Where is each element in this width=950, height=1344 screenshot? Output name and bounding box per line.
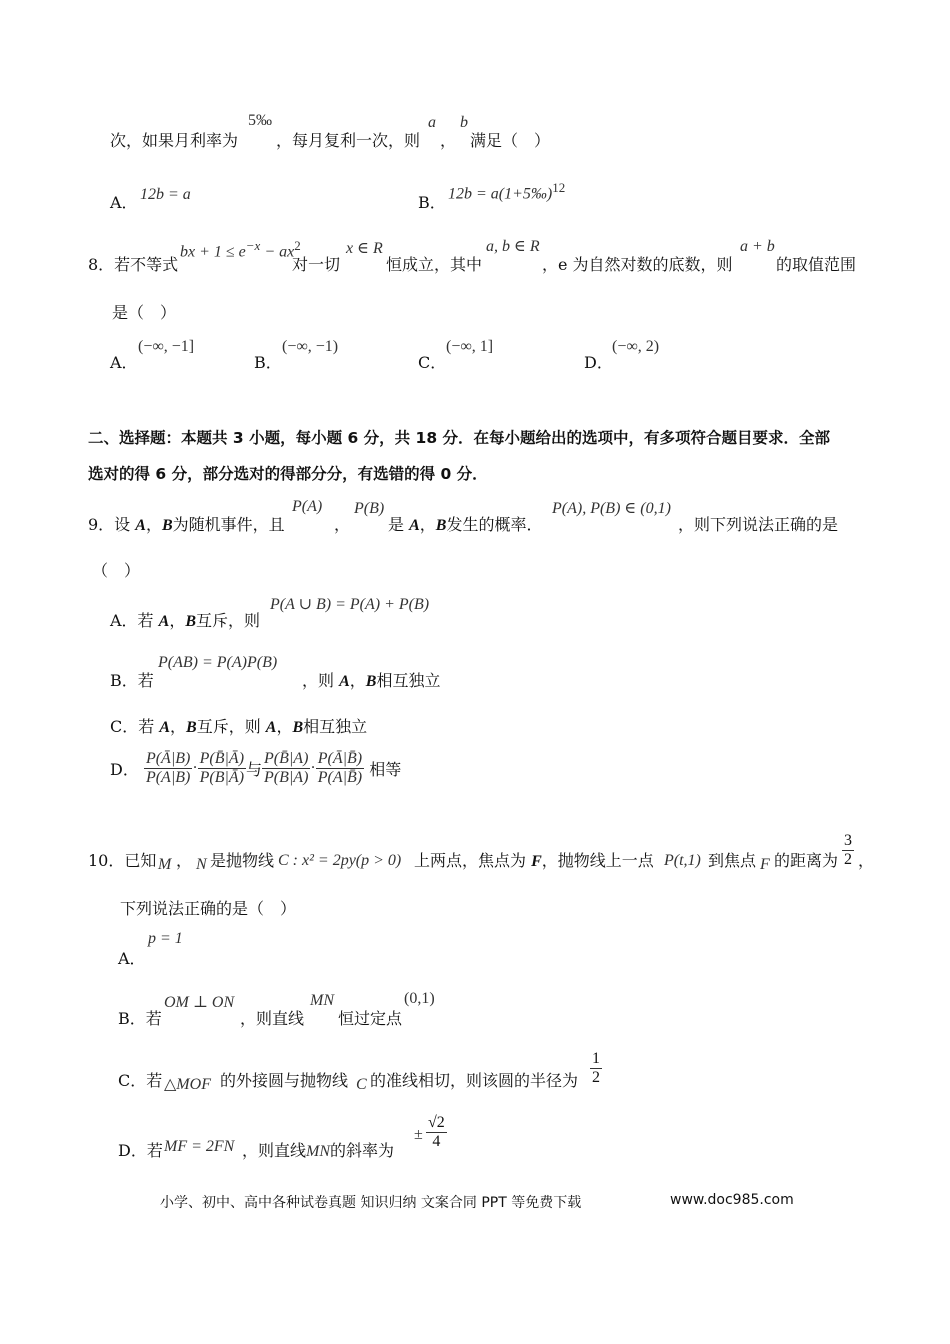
q10-optA-expr: p = 1 xyxy=(148,930,183,947)
q7-optA-label: A． xyxy=(110,193,138,212)
q10-line2: 下列说法正确的是（ ） xyxy=(120,899,297,918)
footer-url[interactable]: www.doc985.com xyxy=(670,1192,794,1208)
q10-optB-pt: (0,1) xyxy=(404,990,435,1007)
q8-optB: (−∞, −1) xyxy=(282,338,339,355)
q10-t5: 的距离为 xyxy=(774,851,839,870)
q9-line2: （ ） xyxy=(92,561,141,580)
q9-line1: 9．设 A，B为随机事件，且 xyxy=(88,515,285,534)
q9-optB-expr: P(AB) = P(A)P(B) xyxy=(158,654,278,671)
q9-optC: C．若 A，B互斥，则 A，B相互独立 xyxy=(110,717,368,736)
q10-optC-label: C．若 xyxy=(118,1071,163,1090)
q8-sum: a + b xyxy=(740,238,775,255)
q8-ineq: bx + $1 \le e^{-x} - ax^2$ xyxy=(180,238,301,261)
q9-optA: A．若 A，B互斥，则 xyxy=(110,611,261,630)
section2-line2: 选对的得 6 分，部分选对的得部分分，有选错的得 0 分． xyxy=(88,465,488,483)
q9-frac3: $\frac{P(B̄|A)}{P(B|A)}$ xyxy=(264,750,309,786)
q10-t1: 是抛物线 xyxy=(210,851,275,870)
q10-optB-expr: OM ⊥ ON xyxy=(164,994,235,1011)
q9-comma: ， xyxy=(334,515,351,534)
q8-optA-label: A． xyxy=(110,353,138,372)
q7-a: a xyxy=(428,114,436,131)
q8-optC: (−∞, 1] xyxy=(446,338,494,355)
q10-optC-t2: 的准线相切，则该圆的半径为 xyxy=(370,1071,579,1090)
footer-text: 小学、初中、高中各种试卷真题 知识归纳 文案合同 PPT 等免费下载 xyxy=(160,1195,582,1211)
q10-optC-tri: △MOF xyxy=(164,1076,211,1093)
q10-optD-frac: $\frac{√2}{4}$ xyxy=(428,1114,445,1150)
q8-optA: (−∞, −1] xyxy=(138,338,195,355)
q10-optB-label: B．若 xyxy=(118,1009,162,1028)
q9-frac4: $\frac{P(Ā|B̄)}{P(A|B̄)}$ xyxy=(317,750,363,786)
q9-frac2: $\frac{P(B̄|Ā)}{P(B|Ā)}$ xyxy=(199,750,245,786)
q8-optB-label: B． xyxy=(254,353,282,372)
q8-t3: ，e 为自然对数的底数，则 xyxy=(542,255,733,274)
q9-pb: P(B) xyxy=(354,500,385,517)
q7-b: b xyxy=(460,114,468,131)
q7-mid: ，每月复利一次，则 xyxy=(276,131,421,150)
q9-cond: P(A), P(B) ∈ (0,1) xyxy=(552,500,671,517)
q8-t2: 恒成立，其中 xyxy=(386,255,483,274)
q10-M: M xyxy=(158,856,172,873)
q10-F2: F xyxy=(760,856,770,873)
q9-optD: D． $\frac{P(Ā|B)}{P(A|B)}$ · $\frac{P(B̄|Ā)}{P(B|Ā)}$ 与 $\frac{P(B̄|A)}{P(B|A)}$ · $\frac{P(Ā|B̄)}{P(A|B̄)}$ 相等 xyxy=(110,750,402,786)
q10-dist: $\frac{3}{2}$ xyxy=(844,832,852,868)
q9-optB-t: ，则 A，B相互独立 xyxy=(302,671,441,690)
q10-t2: 上两点，焦点为 F，抛物线上一点 xyxy=(414,851,654,870)
q7-rate: 5‰ xyxy=(248,112,272,129)
section2-line1: 二、选择题：本题共 3 小题，每小题 6 分，共 18 分．在每小题给出的选项中，有多项符合题目要求．全部 xyxy=(88,429,831,447)
q10-optD-t: ，则直线MN的斜率为 xyxy=(242,1141,395,1160)
q9-t2: 是 A，B发生的概率． xyxy=(388,515,543,534)
q8-line2: 是（ ） xyxy=(112,303,177,322)
q8-domain: x ∈ R xyxy=(346,240,383,257)
q10-optB-t: ，则直线 xyxy=(240,1009,305,1028)
q10-N: N xyxy=(196,856,207,873)
q10-optD-pm: ± xyxy=(414,1126,423,1143)
q9-optA-expr: P(A ∪ B) = P(A) + P(B) xyxy=(270,596,430,613)
q9-optB-label: B．若 xyxy=(110,671,154,690)
q10-optD-expr: MF = 2FN xyxy=(164,1138,235,1155)
q7-end: 满足（ ） xyxy=(470,131,551,150)
q8-optD-label: D． xyxy=(584,353,613,372)
q10-optB-t2: 恒过定点 xyxy=(338,1009,403,1028)
q10-curve: C : x² = 2py(p > 0) xyxy=(278,852,402,869)
q7-optA-expr: 12b = a xyxy=(140,186,191,203)
q9-pa: P(A) xyxy=(292,498,323,515)
q10-t6: ， xyxy=(858,851,875,870)
q10-P: P(t,1) xyxy=(664,852,701,869)
q7-line: 次，如果月利率为 xyxy=(110,131,239,150)
q8-optC-label: C． xyxy=(418,353,447,372)
q10-t4: 到焦点 xyxy=(708,851,757,870)
q10-comma: ， xyxy=(176,851,193,870)
q10-optA-label: A． xyxy=(118,949,146,968)
q7-optB-expr: 12b = a(1+5‰)$^{12}$ xyxy=(448,180,566,203)
q10-optC-t: 的外接圆与抛物线 xyxy=(220,1071,349,1090)
q10-optB-MN: MN xyxy=(310,992,334,1009)
q8-optD: (−∞, 2) xyxy=(612,338,660,355)
q10-num: 10．已知 xyxy=(88,851,157,870)
q10-optC-C: C xyxy=(356,1076,367,1093)
q8-t1: 对一切 xyxy=(292,255,341,274)
q9-t4: ，则下列说法正确的是 xyxy=(678,515,839,534)
q8-t4: 的取值范围 xyxy=(776,255,857,274)
q9-frac1: $\frac{P(Ā|B)}{P(A|B)}$ xyxy=(145,750,191,786)
q10-optD-label: D．若 xyxy=(118,1141,163,1160)
q8-ab: a, b ∈ R xyxy=(486,238,540,255)
q8-num: 8．若不等式 xyxy=(88,255,179,274)
q7-comma: ， xyxy=(440,131,457,150)
q10-optC-frac: $\frac{1}{2}$ xyxy=(592,1050,600,1086)
q7-optB-label: B． xyxy=(418,193,446,212)
